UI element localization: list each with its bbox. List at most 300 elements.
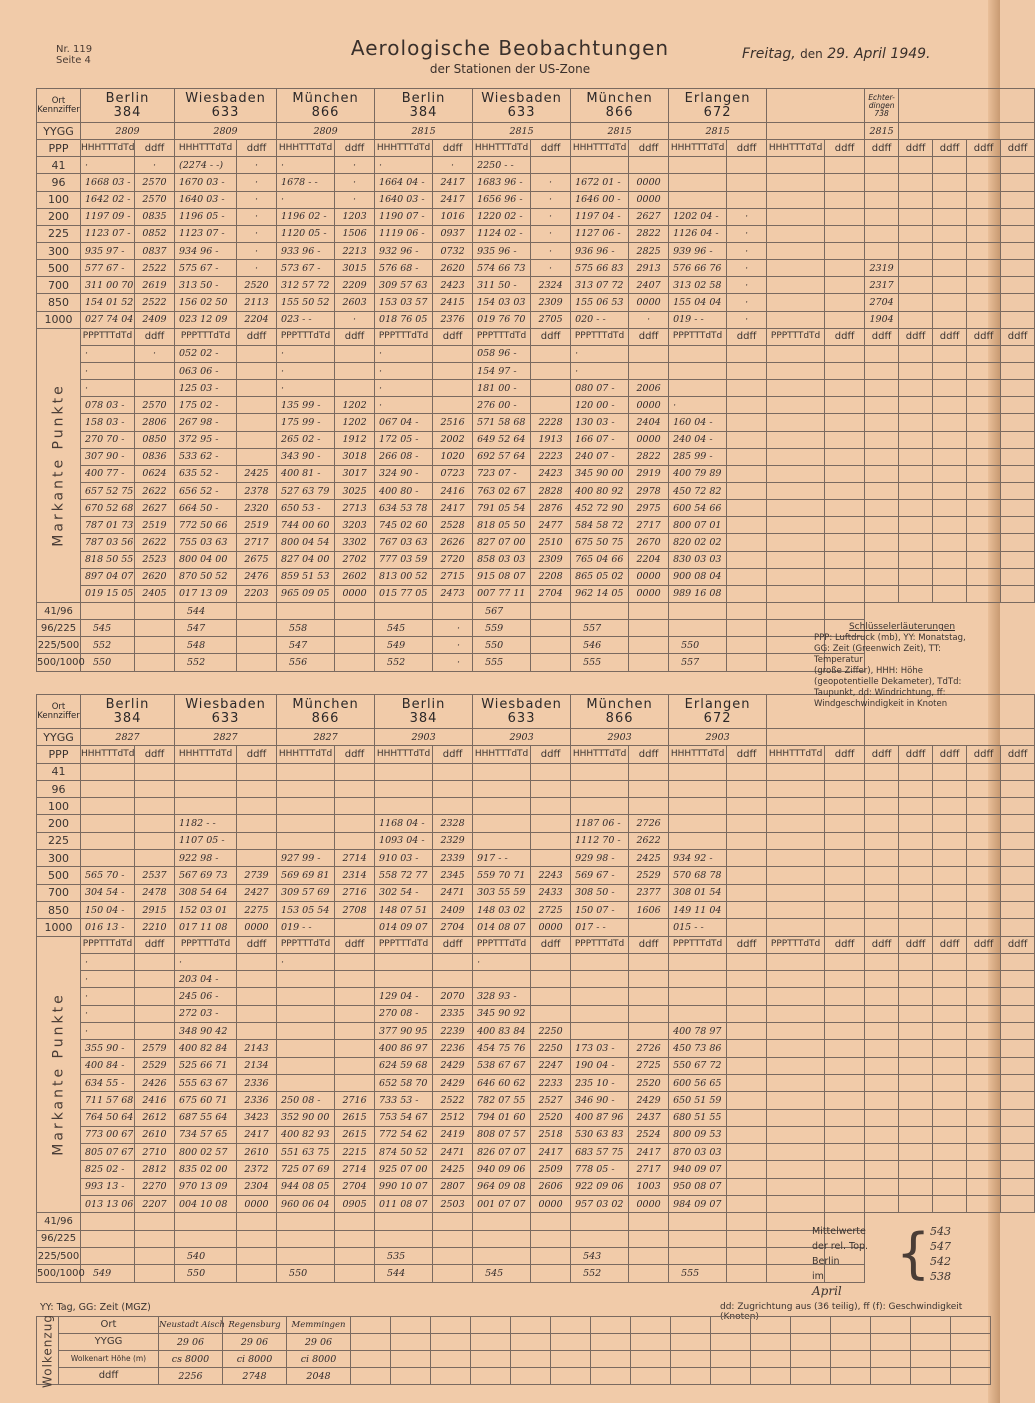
- table-cell: [933, 260, 967, 277]
- hhhtt-value: 933 96 -: [277, 242, 335, 259]
- ppptt-value: 584 58 72: [571, 517, 629, 534]
- table-cell: [1001, 1005, 1035, 1022]
- table-row: [37, 345, 1035, 362]
- level-label: 1000: [37, 311, 81, 328]
- table-cell: [1001, 585, 1035, 602]
- table-cell: [933, 1040, 967, 1057]
- table-cell: [831, 1317, 871, 1334]
- ddff-value: 2416: [433, 482, 473, 499]
- table-cell: [629, 620, 669, 637]
- echter-value: [865, 815, 899, 832]
- hhhtt-value: ·: [277, 191, 335, 208]
- ddff-value: 0624: [135, 465, 175, 482]
- hhhtt-value: 020 - -: [571, 311, 629, 328]
- table-cell: [825, 1092, 865, 1109]
- ppptt-value: 343 90 -: [277, 448, 335, 465]
- table-cell: [899, 919, 933, 936]
- ddff-value: 2339: [433, 850, 473, 867]
- table-row: [37, 157, 1035, 174]
- thickness-value: [175, 1213, 237, 1230]
- ddff-label: ddff: [237, 328, 277, 345]
- station-header: [375, 89, 473, 123]
- ddff-value: 2518: [531, 1126, 571, 1143]
- table-cell: [135, 1265, 175, 1282]
- ddff-value: ·: [531, 191, 571, 208]
- ddff-value: 3015: [335, 260, 375, 277]
- table-cell: [933, 345, 967, 362]
- hhhtt-value: ·: [81, 157, 135, 174]
- ppptt-value: 450 73 86: [669, 1040, 727, 1057]
- table-cell: [711, 1317, 751, 1334]
- table-cell: [933, 1178, 967, 1195]
- ddff-value: 2670: [629, 534, 669, 551]
- table-cell: [767, 850, 825, 867]
- ddff-value: 2429: [433, 1074, 473, 1091]
- ddff-value: 1202: [335, 414, 375, 431]
- table-cell: [711, 1368, 751, 1385]
- echter-value: [865, 208, 899, 225]
- wolkenzug-text: Wolkenzug: [40, 1313, 54, 1388]
- ddff-value: 2113: [237, 294, 277, 311]
- hhhtt-value: [669, 157, 727, 174]
- table-cell: [933, 517, 967, 534]
- hhhtt-value: [175, 763, 237, 780]
- table-cell: [767, 242, 825, 259]
- station-code: 384: [113, 710, 142, 726]
- table-cell: [865, 729, 1035, 746]
- table-cell: [933, 1144, 967, 1161]
- hhhtt-value: 932 96 -: [375, 242, 433, 259]
- ppptt-label: PPPTTTdTd: [81, 936, 135, 953]
- table-cell: [899, 242, 933, 259]
- legend-line: PPP: Luftdruck (mb), YY: Monatstag,: [814, 633, 966, 643]
- table-cell: [767, 1126, 825, 1143]
- table-cell: [911, 1334, 951, 1351]
- ppptt-value: 052 02 -: [175, 345, 237, 362]
- ppptt-value: [669, 971, 727, 988]
- table-cell: [967, 362, 1001, 379]
- yygg-value: 2903: [669, 729, 767, 746]
- ppptt-value: 555 63 67: [175, 1074, 237, 1091]
- ppptt-value: 135 99 -: [277, 397, 335, 414]
- table-row: [37, 482, 1035, 499]
- ddff-label: ddff: [1001, 328, 1035, 345]
- ppptt-value: 675 60 71: [175, 1092, 237, 1109]
- ddff-value: 2919: [629, 465, 669, 482]
- ddff-value: [531, 362, 571, 379]
- ddff-value: [629, 971, 669, 988]
- station-header: [571, 695, 669, 729]
- ddff-value: [237, 850, 277, 867]
- echter-label: Echter-dingen 738: [865, 89, 899, 123]
- ddff-value: [727, 1109, 767, 1126]
- ddff-label: ddff: [135, 936, 175, 953]
- ppptt-value: 794 01 60: [473, 1109, 531, 1126]
- table-cell: [767, 174, 825, 191]
- hhhtt-value: [669, 174, 727, 191]
- ddff-value: 2675: [237, 551, 277, 568]
- hhhtt-value: 1182 - -: [175, 815, 237, 832]
- ddff-value: 2714: [335, 850, 375, 867]
- ddff-value: 2520: [237, 277, 277, 294]
- ddff-value: 2716: [335, 1092, 375, 1109]
- ppptt-value: 650 53 -: [277, 500, 335, 517]
- table-cell: [433, 602, 473, 619]
- table-row: [37, 1196, 1035, 1213]
- ddff-value: 2570: [135, 174, 175, 191]
- thickness-value: [473, 1247, 531, 1264]
- station-header: [473, 695, 571, 729]
- ddff-value: 1020: [433, 448, 473, 465]
- table-cell: [1001, 380, 1035, 397]
- ddff-value: [727, 157, 767, 174]
- table-cell: [967, 763, 1001, 780]
- station-name: Berlin: [105, 90, 150, 106]
- ddff-value: 1016: [433, 208, 473, 225]
- ddff-value: [727, 534, 767, 551]
- hhhtt-value: 936 96 -: [571, 242, 629, 259]
- thickness-value: 556: [277, 654, 335, 671]
- table-cell: [1001, 971, 1035, 988]
- ppptt-value: 352 90 00: [277, 1109, 335, 1126]
- ddff-value: 2579: [135, 1040, 175, 1057]
- table-cell: [825, 174, 865, 191]
- hhhtt-value: 576 66 76: [669, 260, 727, 277]
- wolkenzug-value: Neustadt Aisch: [159, 1317, 223, 1334]
- ppptt-value: 656 52 -: [175, 482, 237, 499]
- ddff-value: ·: [727, 225, 767, 242]
- ppptt-value: 925 07 00: [375, 1161, 433, 1178]
- ddff-value: 2975: [629, 500, 669, 517]
- ddff-label: ddff: [433, 746, 473, 763]
- hhhtt-value: 1124 02 -: [473, 225, 531, 242]
- table-cell: [899, 551, 933, 568]
- ddff-value: [135, 380, 175, 397]
- station-code: 633: [211, 710, 240, 726]
- thickness-value: 555: [473, 654, 531, 671]
- ddff-value: 2627: [135, 500, 175, 517]
- ddff-value: 2473: [433, 585, 473, 602]
- ppptt-value: 160 04 -: [669, 414, 727, 431]
- ppptt-value: 166 07 -: [571, 431, 629, 448]
- ddff-value: 2619: [135, 277, 175, 294]
- ppptt-value: 711 57 68: [81, 1092, 135, 1109]
- table-cell: [631, 1368, 671, 1385]
- ppptt-value: 285 99 -: [669, 448, 727, 465]
- table-cell: [1001, 988, 1035, 1005]
- table-cell: [727, 1247, 767, 1264]
- hhhtt-value: 934 96 -: [175, 242, 237, 259]
- table-cell: [933, 780, 967, 797]
- ppptt-value: 657 52 75: [81, 482, 135, 499]
- table-cell: [629, 1213, 669, 1230]
- ddff-label: ddff: [629, 746, 669, 763]
- table-cell: [1001, 901, 1035, 918]
- ddff-value: [727, 1092, 767, 1109]
- note-left: YY: Tag, GG: Zeit (MGZ): [40, 1302, 151, 1313]
- table-cell: [531, 1247, 571, 1264]
- table-cell: [967, 534, 1001, 551]
- ddff-value: 2250: [531, 1040, 571, 1057]
- table-cell: [967, 225, 1001, 242]
- ddff-label: ddff: [433, 328, 473, 345]
- hhhtt-label: HHHTTTdTd: [473, 746, 531, 763]
- ddff-value: [335, 1005, 375, 1022]
- table-row: [37, 260, 1035, 277]
- yygg-value: 2809: [81, 123, 175, 140]
- ddff-value: 3203: [335, 517, 375, 534]
- ppptt-value: 203 04 -: [175, 971, 237, 988]
- ddff-value: ·: [531, 260, 571, 277]
- hhhtt-value: 017 - -: [571, 919, 629, 936]
- ddff-value: [237, 1005, 277, 1022]
- table-cell: [865, 988, 899, 1005]
- ddff-value: ·: [335, 174, 375, 191]
- table-cell: [825, 953, 865, 970]
- ppptt-value: 063 06 -: [175, 362, 237, 379]
- table-cell: [865, 1023, 899, 1040]
- table-cell: [767, 397, 825, 414]
- ddff-value: 2417: [433, 191, 473, 208]
- ddff-value: 2519: [237, 517, 277, 534]
- ppptt-value: 011 08 07: [375, 1196, 433, 1213]
- ddff-value: 2978: [629, 482, 669, 499]
- ddff-value: [531, 397, 571, 414]
- hhhtt-value: [473, 780, 531, 797]
- ppptt-value: 965 09 05: [277, 585, 335, 602]
- observations-table-1: [36, 88, 1035, 672]
- table-cell: [825, 225, 865, 242]
- table-cell: [899, 448, 933, 465]
- hhhtt-value: 153 03 57: [375, 294, 433, 311]
- yygg-value: 2903: [473, 729, 571, 746]
- ppptt-value: 158 03 -: [81, 414, 135, 431]
- table-cell: [825, 798, 865, 815]
- table-cell: [351, 1317, 391, 1334]
- table-cell: [865, 448, 899, 465]
- station-name: Berlin: [401, 696, 446, 712]
- ddff-label: ddff: [237, 140, 277, 157]
- ddff-value: 2207: [135, 1196, 175, 1213]
- ppptt-value: 835 02 00: [175, 1161, 237, 1178]
- ppptt-value: 984 09 07: [669, 1196, 727, 1213]
- ddff-value: ·: [727, 242, 767, 259]
- table-cell: [933, 1057, 967, 1074]
- ppptt-value: 067 04 -: [375, 414, 433, 431]
- ddff-value: [531, 798, 571, 815]
- ppptt-value: 348 90 42: [175, 1023, 237, 1040]
- table-cell: [335, 637, 375, 654]
- hhhtt-value: 934 92 -: [669, 850, 727, 867]
- table-cell: [899, 414, 933, 431]
- hhhtt-value: 153 05 54: [277, 901, 335, 918]
- ppptt-value: 324 90 -: [375, 465, 433, 482]
- hhhtt-value: 575 66 83: [571, 260, 629, 277]
- table-cell: [1001, 414, 1035, 431]
- ddff-value: 2708: [335, 901, 375, 918]
- thickness-value: [375, 1213, 433, 1230]
- ddff-value: 2519: [135, 517, 175, 534]
- hhhtt-value: 1168 04 -: [375, 815, 433, 832]
- ddff-value: 2203: [237, 585, 277, 602]
- ddff-value: 2710: [135, 1144, 175, 1161]
- table-cell: [629, 1230, 669, 1247]
- thickness-value: [277, 1213, 335, 1230]
- hhhtt-value: 1664 04 -: [375, 174, 433, 191]
- table-cell: [951, 1334, 991, 1351]
- table-cell: [967, 1092, 1001, 1109]
- table-cell: [899, 500, 933, 517]
- ddff-value: 2726: [629, 1040, 669, 1057]
- table-cell: [1001, 294, 1035, 311]
- yygg-value: 2903: [571, 729, 669, 746]
- station-header: [175, 89, 277, 123]
- table-cell: [899, 1040, 933, 1057]
- table-cell: [335, 1265, 375, 1282]
- table-row: [37, 225, 1035, 242]
- table-cell: [825, 988, 865, 1005]
- table-cell: [767, 763, 825, 780]
- table-cell: [825, 884, 865, 901]
- table-cell: [1001, 482, 1035, 499]
- ppptt-value: 680 51 55: [669, 1109, 727, 1126]
- hhhtt-value: 149 11 04: [669, 901, 727, 918]
- thickness-value: 549: [81, 1265, 135, 1282]
- ddff-value: ·: [237, 157, 277, 174]
- ppptt-value: ·: [375, 397, 433, 414]
- table-cell: [865, 397, 899, 414]
- ddff-value: [727, 1196, 767, 1213]
- hhhtt-value: 1119 06 -: [375, 225, 433, 242]
- table-cell: [933, 448, 967, 465]
- ppptt-value: 400 79 89: [669, 465, 727, 482]
- mittel-value: 542: [930, 1255, 951, 1268]
- ddff-label: ddff: [933, 936, 967, 953]
- ddff-label: ddff: [237, 746, 277, 763]
- table-cell: [1001, 465, 1035, 482]
- ddff-value: [727, 345, 767, 362]
- table-cell: [767, 465, 825, 482]
- ppptt-label: PPPTTTdTd: [571, 328, 629, 345]
- table-cell: [825, 482, 865, 499]
- mittel-line: Mittelwerte: [812, 1226, 866, 1237]
- ppptt-value: 173 03 -: [571, 1040, 629, 1057]
- ppptt-value: 753 54 67: [375, 1109, 433, 1126]
- ddff-value: 2620: [135, 568, 175, 585]
- ddff-label: ddff: [899, 328, 933, 345]
- table-cell: [933, 919, 967, 936]
- thickness-value: [571, 1213, 629, 1230]
- ddff-value: [433, 362, 473, 379]
- ddff-value: 2213: [335, 242, 375, 259]
- hhhtt-value: 155 04 04: [669, 294, 727, 311]
- ddff-value: 1912: [335, 431, 375, 448]
- ddff-value: 2620: [433, 260, 473, 277]
- hhhtt-label: HHHTTTdTd: [669, 746, 727, 763]
- thickness-value: [81, 1230, 135, 1247]
- thickness-value: 545: [473, 1265, 531, 1282]
- hhhtt-label: HHHTTTdTd: [571, 140, 629, 157]
- table-cell: [631, 1317, 671, 1334]
- ddff-value: ·: [727, 311, 767, 328]
- ppptt-value: 800 04 54: [277, 534, 335, 551]
- table-cell: [671, 1351, 711, 1368]
- table-cell: [531, 654, 571, 671]
- ppptt-value: 181 00 -: [473, 380, 531, 397]
- table-cell: [825, 971, 865, 988]
- ppptt-value: ·: [81, 988, 135, 1005]
- ppptt-value: 646 60 62: [473, 1074, 531, 1091]
- table-row: [37, 1368, 991, 1385]
- ppptt-value: 675 50 75: [571, 534, 629, 551]
- table-cell: [933, 988, 967, 1005]
- ddff-value: [531, 763, 571, 780]
- table-cell: [967, 414, 1001, 431]
- hhhtt-value: 302 54 -: [375, 884, 433, 901]
- thickness-value: 545: [375, 620, 433, 637]
- yygg-value: 2827: [81, 729, 175, 746]
- ppptt-value: ·: [669, 397, 727, 414]
- ddff-value: 0905: [335, 1196, 375, 1213]
- table-cell: [825, 517, 865, 534]
- table-row: [37, 208, 1035, 225]
- ddff-value: [135, 988, 175, 1005]
- thickness-value: [81, 1213, 135, 1230]
- table-cell: [865, 585, 899, 602]
- ddff-value: 2704: [335, 1178, 375, 1195]
- hhhtt-value: [375, 763, 433, 780]
- ddff-value: 0850: [135, 431, 175, 448]
- table-cell: [791, 1368, 831, 1385]
- table-cell: [767, 1196, 825, 1213]
- table-cell: [933, 1109, 967, 1126]
- station-name: Berlin: [401, 90, 446, 106]
- ddff-value: ·: [237, 208, 277, 225]
- table-cell: [135, 1247, 175, 1264]
- ddff-value: 2615: [335, 1126, 375, 1143]
- mittelwerte-box: [812, 1224, 982, 1299]
- table-cell: [727, 637, 767, 654]
- hhhtt-value: 1196 02 -: [277, 208, 335, 225]
- thickness-value: [669, 1230, 727, 1247]
- ddff-value: [727, 482, 767, 499]
- table-cell: [933, 953, 967, 970]
- table-cell: [629, 654, 669, 671]
- table-cell: [967, 798, 1001, 815]
- ppptt-value: 778 05 -: [571, 1161, 629, 1178]
- table-cell: [1001, 919, 1035, 936]
- table-cell: [767, 729, 865, 746]
- table-cell: [1001, 1057, 1035, 1074]
- ddff-value: [237, 414, 277, 431]
- table-cell: [933, 465, 967, 482]
- wolkenzug-value: Regensburg: [223, 1317, 287, 1334]
- table-cell: [899, 534, 933, 551]
- ddff-value: [531, 157, 571, 174]
- table-cell: [825, 242, 865, 259]
- ppptt-value: [669, 953, 727, 970]
- hhhtt-value: 308 54 64: [175, 884, 237, 901]
- thickness-value: [375, 1230, 433, 1247]
- table-cell: [1001, 1074, 1035, 1091]
- ppptt-value: 571 58 68: [473, 414, 531, 431]
- hhhtt-value: [669, 798, 727, 815]
- table-row: [37, 1040, 1035, 1057]
- station-name: München: [292, 696, 359, 712]
- table-cell: [967, 397, 1001, 414]
- hhhtt-value: 023 12 09: [175, 311, 237, 328]
- ppptt-value: 400 84 -: [81, 1057, 135, 1074]
